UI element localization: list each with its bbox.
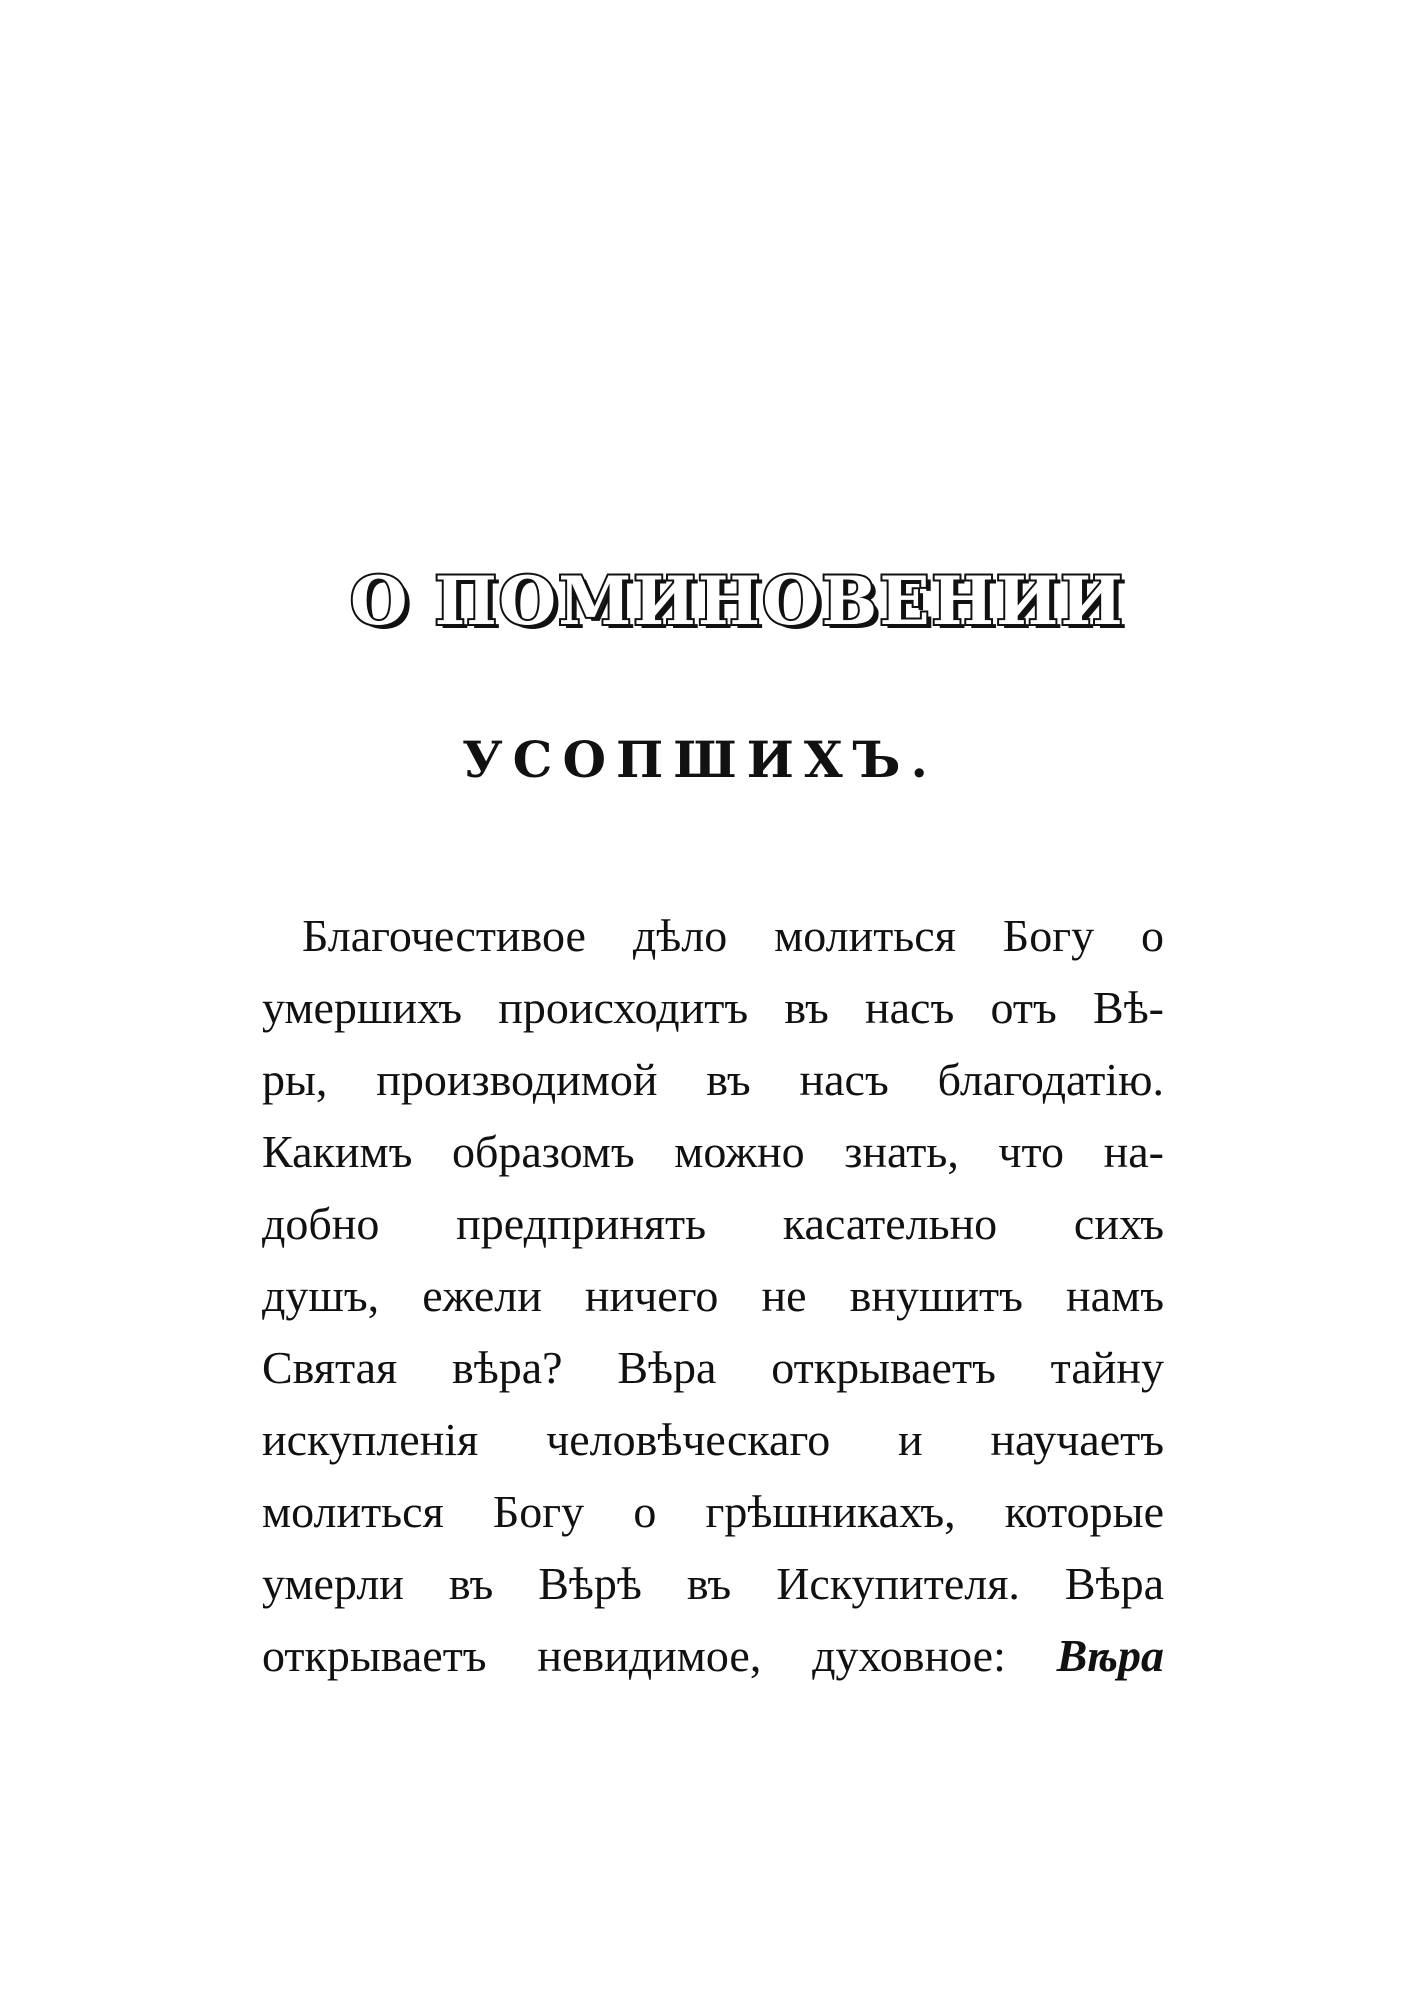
text-line: умершихъ происходитъ въ насъ отъ Вѣ- — [262, 982, 1164, 1033]
last-line-text: открываетъ невидимое, духовное: — [262, 1630, 1006, 1681]
text-line: Какимъ образомъ можно знать, что на- — [262, 1126, 1164, 1177]
text-line-last — [262, 1620, 1164, 1692]
text-line: ры, производимой въ насъ благодатію. — [262, 1054, 1164, 1105]
chapter-title: О ПОМИНОВЕНИИ — [350, 562, 1125, 640]
catchword: Вѣра — [1056, 1630, 1164, 1681]
text-line: молиться Богу о грѣшникахъ, которые — [262, 1486, 1164, 1537]
body-paragraph — [262, 900, 1164, 1692]
text-line: добно предпринять касательно сихъ — [262, 1198, 1164, 1249]
text-line: искупленія человѣческаго и научаетъ — [262, 1414, 1164, 1465]
text-line: умерли въ Вѣрѣ въ Искупителя. Вѣра — [262, 1558, 1164, 1609]
chapter-subtitle: УСОПШИХЪ. — [462, 730, 938, 789]
text-line: Святая вѣра? Вѣра открываетъ тайну — [262, 1342, 1164, 1393]
text-line: душъ, ежели ничего не внушитъ намъ — [262, 1270, 1164, 1321]
text-line: Благочестивое дѣло молиться Богу о — [302, 910, 1164, 961]
